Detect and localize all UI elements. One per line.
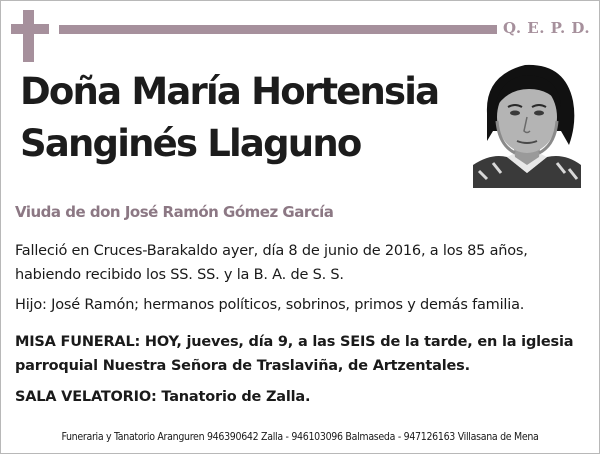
cross-vertical-bar [23,10,34,62]
mass-line-2: parroquial Nuestra Señora de Traslaviña, de Artzentales. [15,358,470,374]
name-line-2: Sanginés Llaguno [20,122,361,165]
name-line-1: Doña María Hortensia [20,70,439,113]
announcement-line-2: habiendo recibido los SS. SS. y la B. A. de S. S. [15,267,344,283]
wake-room-notice: SALA VELATORIO: Tanatorio de Zalla. [15,389,311,405]
family-list: Hijo: José Ramón; hermanos políticos, sobrinos, primos y demás familia. [15,297,525,313]
portrait-photo [473,61,581,188]
death-announcement [15,239,590,287]
widow-subtitle: Viuda de don José Ramón Gómez García [15,203,334,221]
deceased-name [20,66,470,170]
announcement-line-1: Falleció en Cruces-Barakaldo ayer, día 8 de junio de 2016, a los 85 años, [15,243,528,259]
qepd-label: Q. E. P. D. [503,19,591,37]
funeral-mass-notice [15,330,590,378]
header-divider [59,25,497,34]
cross-horizontal-bar [11,24,49,34]
portrait-image [473,61,581,188]
funeral-home-footer: Funeraria y Tanatorio Aranguren 946390642 Zalla - 946103096 Balmaseda - 947126163 Villasana de Mena [61,431,539,443]
mass-line-1: MISA FUNERAL: HOY, jueves, día 9, a las SEIS de la tarde, en la iglesia [15,334,574,350]
